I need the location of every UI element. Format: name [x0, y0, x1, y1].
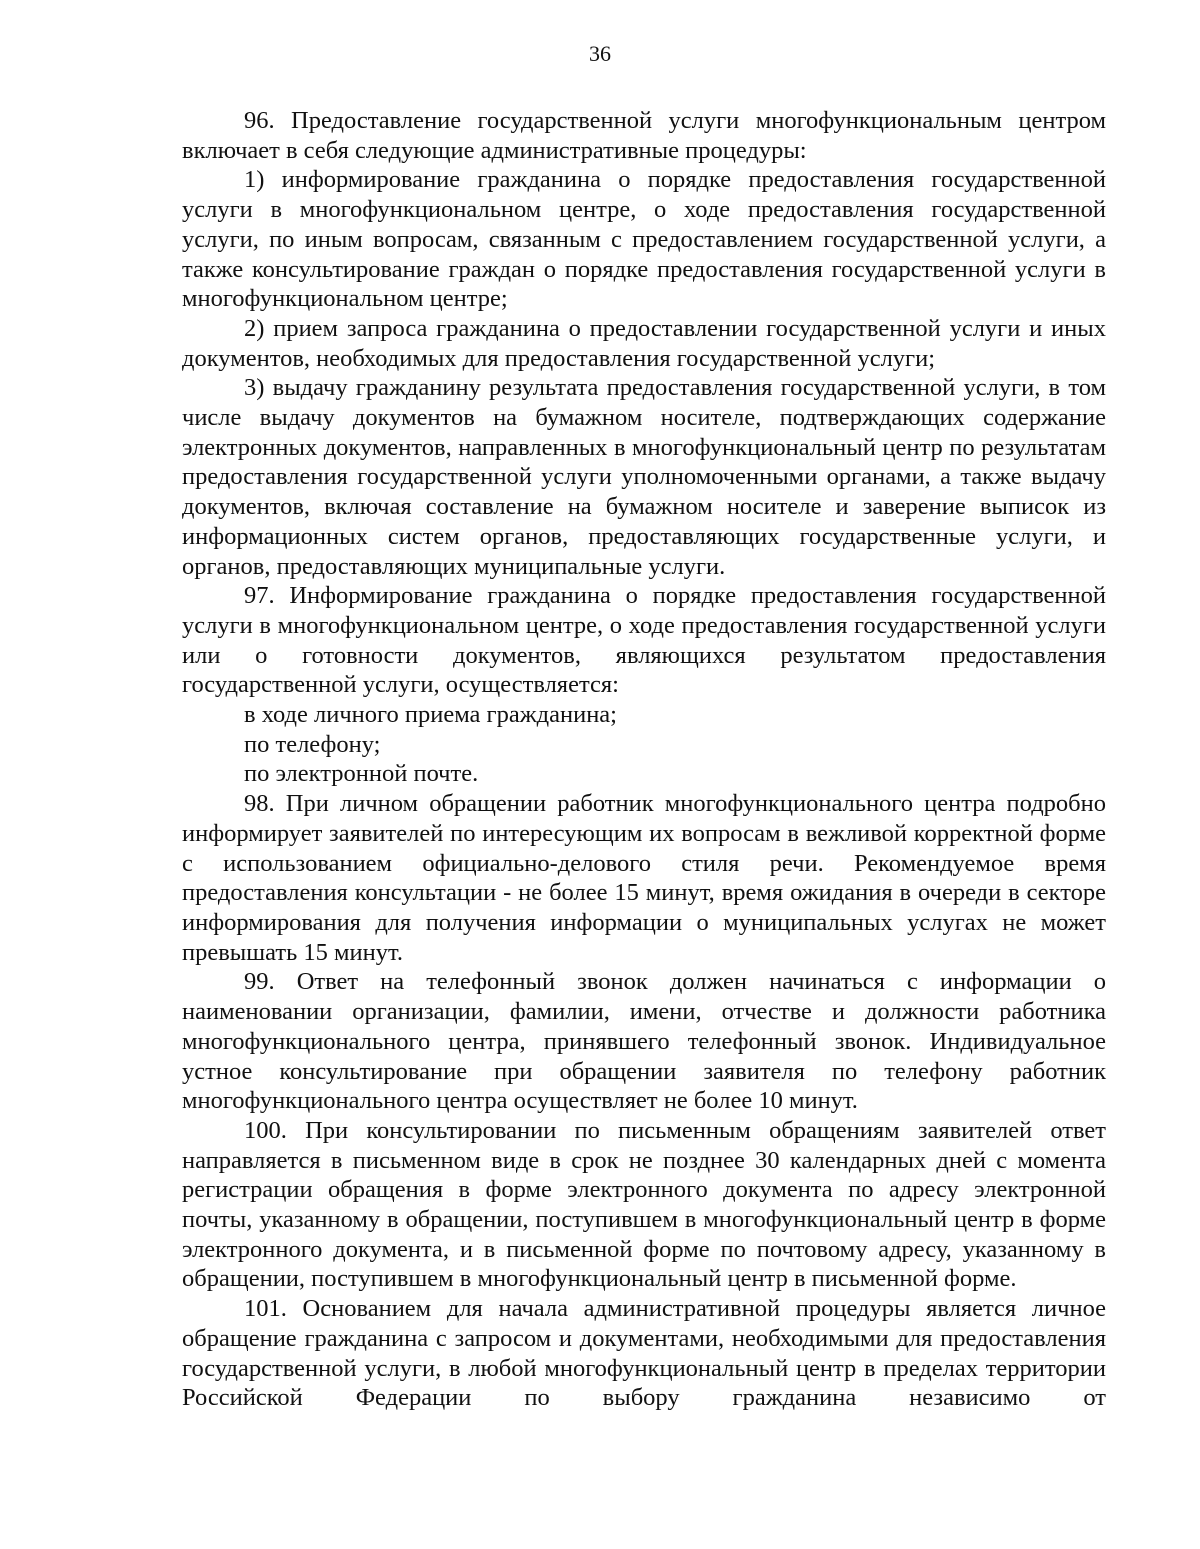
- paragraph-99: 99. Ответ на телефонный звонок должен начинаться с информации о наименовании организации, фамилии, имени, отчестве и должности работника многофункционального центра, принявшего телефонный звонок. Индивидуальное устное консультирование при обращении заявителя по телефону работник многофункционального центра осуществляет не более 10 минут.: [182, 968, 1106, 1115]
- paragraph-97-option-personal: в ходе личного приема гражданина;: [244, 701, 617, 729]
- paragraph-100: 100. При консультировании по письменным обращениям заявителей ответ направляется в письменном виде в срок не позднее 30 календарных дней с момента регистрации обращения в форме электронного документа по адресу электронной почты, указанному в обращении, поступившем в многофункциональный центр в форме электронного документа, и в письменной форме по почтовому адресу, указанному в обращении, поступившем в многофункциональный центр в письменной форме.: [182, 1116, 1106, 1293]
- paragraph-96-item-2: 2) прием запроса гражданина о предоставлении государственной услуги и иных документов, необходимых для предоставления государственной услуги;: [182, 314, 1106, 372]
- paragraph-101: 101. Основанием для начала административной процедуры является личное обращение гражданина с запросом и документами, необходимыми для предоставления государственной услуги, в любой многофункциональный центр в пределах территории Российской Федерации по выбору гражданина независимо от: [182, 1295, 1106, 1412]
- paragraph-98: 98. При личном обращении работник многофункционального центра подробно информирует заявителей по интересующим их вопросам в вежливой корректной форме с использованием официально-делового стиля речи. Рекомендуемое время предоставления консультации - не более 15 минут, время ожидания в очереди в секторе информирования для получения информации о муниципальных услугах не может превышать 15 минут.: [182, 790, 1106, 966]
- document-body: [182, 106, 1106, 1413]
- paragraph-97-option-phone: по телефону;: [244, 730, 381, 758]
- paragraph-96-item-3: 3) выдачу гражданину результата предоставления государственной услуги, в том числе выдачу документов на бумажном носителе, подтверждающих содержание электронных документов, направленных в многофункциональный центр по результатам предоставления государственной услуги уполномоченными органами, а также выдачу документов, включая составление на бумажном носителе и заверение выписок из информационных систем органов, предоставляющих государственные услуги, и органов, предоставляющих муниципальные услуги.: [182, 374, 1106, 580]
- paragraph-96-item-1: 1) информирование гражданина о порядке предоставления государственной услуги в многофункциональном центре, о ходе предоставления государственной услуги, по иным вопросам, связанным с предоставлением государственной услуги, а также консультирование граждан о порядке предоставления государственной услуги в многофункциональном центре;: [182, 166, 1106, 313]
- paragraph-97: 97. Информирование гражданина о порядке предоставления государственной услуги в многофункциональном центре, о ходе предоставления государственной услуги или о готовности документов, являющихся результатом предоставления государственной услуги, осуществляется:: [182, 582, 1106, 699]
- page-number: 36: [589, 41, 611, 66]
- paragraph-96: 96. Предоставление государственной услуги многофункциональным центром включает в себя следующие административные процедуры:: [182, 107, 1106, 164]
- paragraph-97-option-email: по электронной почте.: [244, 760, 479, 788]
